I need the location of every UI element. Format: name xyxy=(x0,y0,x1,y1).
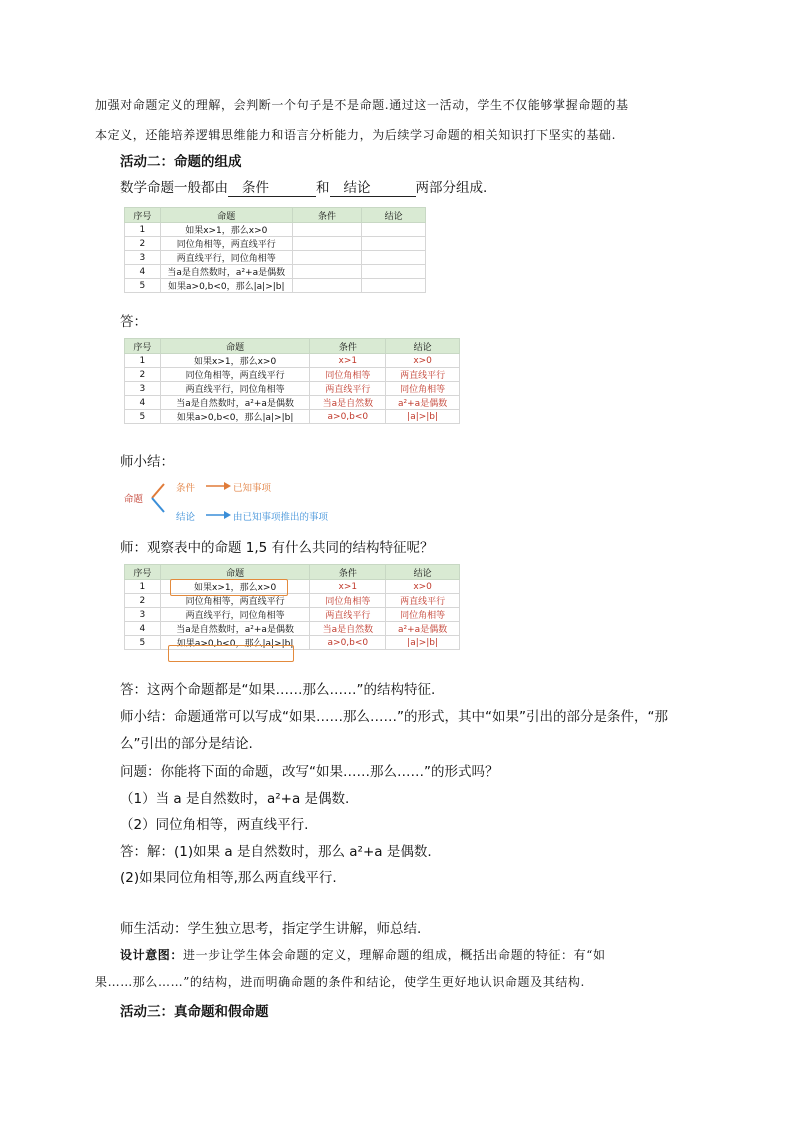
summary2-line-1: 师小结：命题通常可以写成“如果……那么……”的形式，其中“如果”引出的部分是条件，“那 xyxy=(120,709,668,725)
intro-line-1: 加强对命题定义的理解，会判断一个句子是不是命题.通过这一活动，学生不仅能够掌握命题的基 xyxy=(95,98,629,112)
table-row: 4 当a是自然数时，a²+a是偶数 xyxy=(125,265,426,279)
sentence-prefix: 数学命题一般都由 xyxy=(120,180,228,196)
table-row: 5 如果a>0,b<0，那么|a|>|b| xyxy=(125,279,426,293)
solution-line-2: (2)如果同位角相等,那么两直线平行. xyxy=(120,870,337,886)
col-cond: 条件 xyxy=(292,208,362,223)
summary-diagram xyxy=(120,476,360,526)
proposition-table-blank xyxy=(124,207,426,293)
table-row: 4 当a是自然数时，a²+a是偶数 当a是自然数 a²+a是偶数 xyxy=(125,622,460,636)
col-concl: 结论 xyxy=(386,565,460,580)
col-no: 序号 xyxy=(125,208,161,223)
table-row: 2 同位角相等，两直线平行 同位角相等 两直线平行 xyxy=(125,594,460,608)
table-row: 1 如果x>1，那么x>0 x>1 x>0 xyxy=(125,354,460,368)
table-row: 2 同位角相等，两直线平行 同位角相等 两直线平行 xyxy=(125,368,460,382)
activity2-title: 活动二：命题的组成 xyxy=(120,154,242,170)
design-line-1 xyxy=(120,946,606,963)
design-text-1: 进一步让学生体会命题的定义，理解命题的组成，概括出命题的特征：有“如 xyxy=(183,948,606,962)
col-prop: 命题 xyxy=(160,565,310,580)
diagram-condition-desc: 已知事项 xyxy=(233,483,272,494)
design-line-2: 果……那么……”的结构，进而明确命题的条件和结论，使学生更好地认识命题及其结构. xyxy=(95,975,585,989)
table-row: 5 如果a>0,b<0，那么|a|>|b| a>0,b<0 |a|>|b| xyxy=(125,410,460,424)
answer2: 答：这两个命题都是“如果……那么……”的结构特征. xyxy=(120,682,436,698)
answer-label: 答： xyxy=(120,314,147,330)
highlight-box-row1 xyxy=(170,579,288,596)
table-row: 1 如果x>1，那么x>0 x>1 x>0 xyxy=(125,580,460,594)
diagram-root: 命题 xyxy=(124,494,144,505)
question-item-2: （2）同位角相等，两直线平行. xyxy=(120,817,309,833)
proposition-table-highlight xyxy=(124,564,460,650)
diagram-conclusion-desc: 由已知事项推出的事项 xyxy=(233,512,329,523)
branch-down xyxy=(152,498,164,512)
design-label: 设计意图： xyxy=(120,948,184,962)
diagram-conclusion: 结论 xyxy=(176,512,196,523)
col-concl: 结论 xyxy=(362,208,426,223)
question-line: 问题：你能将下面的命题，改写“如果……那么……”的形式吗？ xyxy=(120,764,499,780)
table-row: 3 两直线平行，同位角相等 xyxy=(125,251,426,265)
col-prop: 命题 xyxy=(160,339,310,354)
table-row: 3 两直线平行，同位角相等 两直线平行 同位角相等 xyxy=(125,608,460,622)
blank-condition: 条件 xyxy=(228,176,316,197)
col-cond: 条件 xyxy=(310,565,386,580)
teacher-question: 师：观察表中的命题 1,5 有什么共同的结构特征呢？ xyxy=(120,540,434,556)
diagram-condition: 条件 xyxy=(176,483,196,494)
col-prop: 命题 xyxy=(160,208,292,223)
branch-up xyxy=(152,484,164,498)
summary1-label: 师小结： xyxy=(120,454,174,470)
col-no: 序号 xyxy=(125,339,161,354)
question-item-1: （1）当 a 是自然数时，a²+a 是偶数. xyxy=(120,791,350,807)
col-cond: 条件 xyxy=(310,339,386,354)
activity-note: 师生活动：学生独立思考，指定学生讲解，师总结. xyxy=(120,921,422,937)
col-concl: 结论 xyxy=(386,339,460,354)
table-row: 2 同位角相等，两直线平行 xyxy=(125,237,426,251)
sentence-suffix: 两部分组成. xyxy=(415,180,488,196)
proposition-table-answer xyxy=(124,338,460,424)
sentence-mid: 和 xyxy=(316,180,330,196)
table-row: 1 如果x>1，那么x>0 xyxy=(125,223,426,237)
composition-sentence xyxy=(120,176,487,197)
blank-conclusion: 结论 xyxy=(330,176,416,197)
col-no: 序号 xyxy=(125,565,161,580)
highlight-box-row5 xyxy=(168,645,294,662)
summary2-line-2: 么”引出的部分是结论. xyxy=(120,736,253,752)
solution-line-1: 答：解：(1)如果 a 是自然数时，那么 a²+a 是偶数. xyxy=(120,844,432,860)
table-row: 5 如果a>0,b<0，那么|a|>|b| a>0,b<0 |a|>|b| xyxy=(125,636,460,650)
intro-line-2: 本定义，还能培养逻辑思维能力和语言分析能力，为后续学习命题的相关知识打下坚实的基础. xyxy=(95,128,617,142)
activity3-title: 活动三：真命题和假命题 xyxy=(120,1004,269,1020)
table-row: 3 两直线平行，同位角相等 两直线平行 同位角相等 xyxy=(125,382,460,396)
table-row: 4 当a是自然数时，a²+a是偶数 当a是自然数 a²+a是偶数 xyxy=(125,396,460,410)
